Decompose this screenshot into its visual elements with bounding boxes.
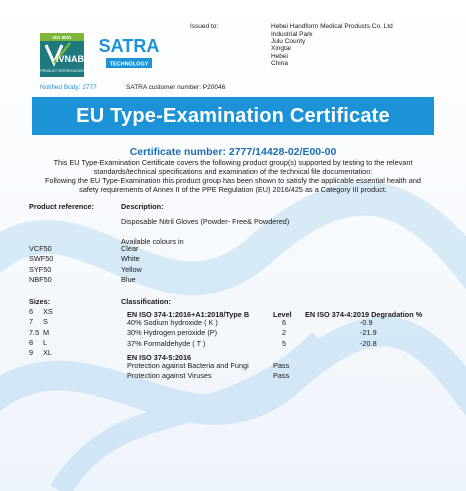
chemical-level: 2 (282, 328, 287, 338)
protection-names (127, 361, 249, 382)
size-letter: XL (43, 348, 52, 358)
size-number: 7 (29, 317, 34, 327)
ivnab-caption-text: PRODUCT CERTIFICATION (40, 69, 84, 73)
protection-result: Pass (273, 361, 290, 370)
chemical-name: 30% Hydrogen peroxide (P) (127, 328, 218, 338)
size-numbers-list (29, 307, 39, 358)
protection-name: Protection against Bacteria and Fungi (127, 361, 249, 370)
protection-name: Protection against Viruses (127, 371, 212, 381)
chemical-name: 37% Formaldehyde ( T ) (127, 338, 206, 348)
chemical-level: 6 (282, 318, 287, 327)
issuer-line-2: Industrial Park (271, 31, 313, 38)
chemical-degradation: -21.9 (360, 328, 377, 338)
size-letter: S (43, 317, 48, 327)
intro-line-4: safety requirements of Annex II of the PPE Regulation (EU) 2016/425 as a Category III product. (79, 185, 387, 194)
satra-logo (96, 30, 162, 76)
intro-line-3: Following the EU Type-Examination this product group has been shown to satisfy the applicable essential health and (45, 176, 421, 185)
description-label: Description: (121, 202, 164, 211)
chemical-levels (282, 318, 286, 349)
sizes-label: Sizes: (29, 297, 51, 306)
customer-number: SATRA customer number: P20046 (126, 84, 226, 91)
product-codes-list (29, 244, 53, 285)
issuer-line-5: Hebei (271, 53, 288, 60)
certificate-title: EU Type-Examination Certificate (32, 97, 434, 135)
chemical-names (127, 318, 218, 349)
issuer-line-1: Hebei Handform Medical Products Co. Ltd (271, 23, 393, 30)
standard-374-1: EN ISO 374-1:2016+A1:2018/Type B (127, 310, 250, 319)
satra-name-text: SATRA (98, 36, 160, 56)
chemical-degradations (360, 318, 377, 349)
size-letter: XS (43, 307, 53, 316)
issuer-line-6: China (271, 60, 288, 67)
product-code: NBF50 (29, 274, 52, 284)
intro-text (20, 158, 446, 194)
product-colour: White (121, 254, 140, 264)
ivnab-logo (40, 33, 84, 77)
size-number: 9 (29, 348, 34, 358)
ivnab-top-text: ISO 9001 (52, 35, 72, 40)
size-number: 8 (29, 337, 34, 347)
intro-line-1: This EU Type-Examination Certificate covers the following product group(s) supported by testing to the relevant (53, 158, 413, 167)
satra-tag-text: TECHNOLOGY (109, 61, 149, 68)
degradation-header: EN ISO 374-4:2019 Degradation % (305, 310, 423, 319)
chemical-name: 40% Sodium hydroxide ( K ) (127, 318, 218, 327)
product-code: SYF50 (29, 264, 52, 274)
size-number: 6 (29, 307, 34, 316)
product-colours-list (121, 244, 142, 285)
issuer-line-3: Julu County (271, 38, 306, 45)
intro-line-2: standards/technical specifications and examination of the technical file documentation: (93, 167, 373, 176)
product-colour: Yellow (121, 264, 142, 274)
protection-results (273, 361, 289, 382)
product-code: SWF50 (29, 254, 54, 264)
product-description: Disposable Nitril Gloves (Powder- Free& Powdered) (121, 217, 290, 226)
classification-label: Classification: (121, 297, 171, 306)
chemical-level: 5 (282, 338, 287, 348)
size-letter: L (43, 337, 48, 347)
certificate-number: Certificate number: 2777/14428-02/E00-00 (129, 146, 337, 158)
chemical-degradation: -20.8 (360, 338, 377, 348)
size-letters-list (43, 307, 53, 358)
size-letter: M (43, 327, 50, 337)
product-colour: Blue (121, 274, 136, 284)
issuer-line-4: Xingtai (271, 45, 291, 52)
product-code: VCF50 (29, 244, 52, 253)
ivnab-name-text: IVNAB (55, 54, 84, 64)
colours-label: Available colours in (121, 237, 184, 246)
product-reference-label: Product reference: (29, 202, 94, 211)
protection-result: Pass (273, 371, 290, 381)
level-header: Level (273, 310, 292, 319)
size-number: 7.5 (29, 327, 40, 337)
notified-body: Notified Body: 2777 (40, 84, 97, 91)
chemical-degradation: -0.9 (360, 318, 373, 327)
standard-374-5: EN ISO 374-5:2016 (127, 353, 192, 362)
issued-to-label: Issued to: (190, 23, 219, 30)
product-colour: Clear (121, 244, 139, 253)
